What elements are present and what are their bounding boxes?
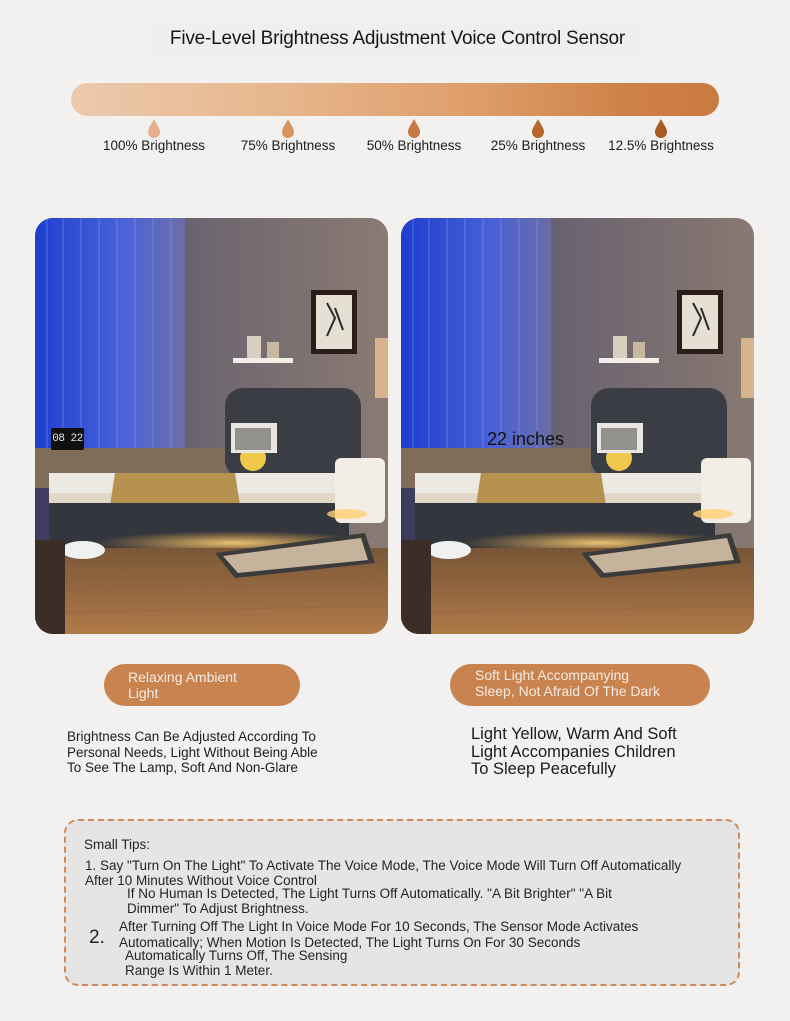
- page-title: Five-Level Brightness Adjustment Voice Control Sensor: [169, 28, 626, 49]
- description-left: [67, 729, 318, 776]
- description-line: Light Yellow, Warm And Soft: [471, 725, 677, 743]
- description-line: Light Accompanies Children: [471, 742, 676, 761]
- tips-heading: Small Tips:: [84, 837, 151, 852]
- drop-icon: [280, 118, 296, 140]
- tip-2-line-4: Range Is Within 1 Meter.: [125, 963, 273, 978]
- tip-2-line-2: Automatically; When Motion Is Detected, The Light Turns On For 30 Seconds: [119, 935, 581, 950]
- brightness-level-label: 75% Brightness: [240, 138, 336, 153]
- tip-2-number: 2.: [89, 927, 105, 948]
- description-line: Personal Needs, Light Without Being Able: [67, 744, 318, 760]
- brightness-level-5: [596, 118, 726, 153]
- brightness-level-1: [89, 118, 219, 153]
- drop-icon: [653, 118, 669, 140]
- tip-2-line-1: After Turning Off The Light In Voice Mode For 10 Seconds, The Sensor Mode Activates: [119, 919, 639, 934]
- brightness-level-label: 25% Brightness: [490, 138, 586, 153]
- brightness-level-3: [349, 118, 479, 153]
- drop-icon: [146, 118, 162, 140]
- tip-1-line-1: 1. Say "Turn On The Light" To Activate The Voice Mode, The Voice Mode Will Turn Off Automatically: [85, 858, 682, 873]
- drop-icon: [406, 118, 422, 140]
- description-line: To Sleep Peacefully: [471, 760, 616, 778]
- brightness-level-2: [223, 118, 353, 153]
- tip-1-line-4: Dimmer" To Adjust Brightness.: [127, 901, 309, 916]
- bedroom-photo-right: [401, 218, 754, 634]
- brightness-level-label: 100% Brightness: [102, 138, 206, 153]
- brightness-level-4: [473, 118, 603, 153]
- description-line: To See The Lamp, Soft And Non-Glare: [67, 760, 298, 775]
- tip-1-line-3: If No Human Is Detected, The Light Turns Off Automatically. "A Bit Brighter" "A Bit: [127, 886, 612, 901]
- size-overlay-text: 22 inches: [487, 429, 565, 449]
- feature-pill-left: [104, 664, 300, 706]
- clock-display: 08 22: [51, 428, 84, 450]
- pill-line-1: Soft Light Accompanying: [475, 667, 630, 683]
- bedroom-photo-left: [35, 218, 388, 634]
- small-tips-box: [64, 819, 740, 986]
- tip-2-line-3: Automatically Turns Off, The Sensing: [125, 948, 348, 963]
- feature-pill-right: [450, 664, 710, 706]
- brightness-level-label: 50% Brightness: [366, 138, 462, 153]
- description-right: [471, 726, 677, 779]
- brightness-level-label: 12.5% Brightness: [608, 138, 714, 153]
- brightness-gradient-bar: [71, 83, 719, 116]
- tip-1-line-2: After 10 Minutes Without Voice Control: [85, 873, 317, 888]
- pill-line-2: Sleep, Not Afraid Of The Dark: [475, 683, 660, 699]
- drop-icon: [530, 118, 546, 140]
- pill-line-2: Light: [128, 685, 159, 701]
- description-line: Brightness Can Be Adjusted According To: [67, 729, 316, 744]
- title-banner: [150, 22, 645, 58]
- pill-line-1: Relaxing Ambient: [128, 669, 237, 685]
